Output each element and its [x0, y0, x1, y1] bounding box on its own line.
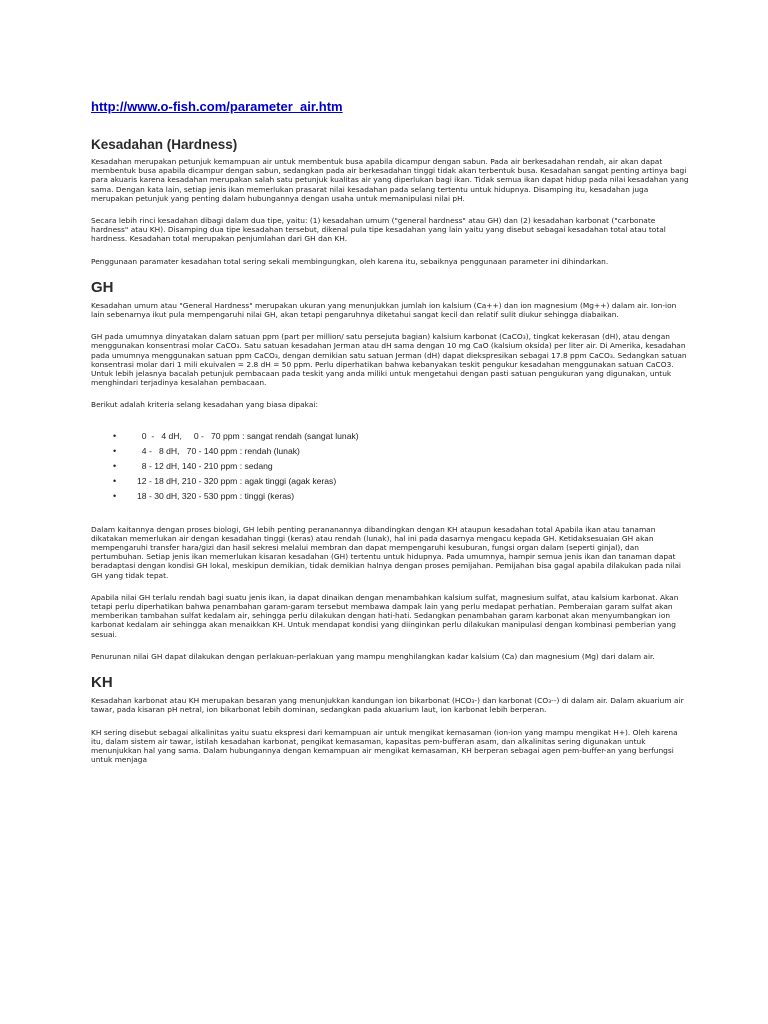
section-title-gh: GH [91, 278, 114, 296]
paragraph: Kesadahan umum atau "General Hardness" merupakan ukuran yang menunjukkan jumlah ion kalsium (Ca++) dan ion magnesium (Mg++) dalam air. Ion-ion lain sebenarnya ikut pula mempengaruhi nilai GH, akan tetapi pengaruhnya diketahui sangat kecil dan relatif sulit diukur sehingga diabaikan. [91, 300, 677, 320]
section-title-kh: KH [91, 674, 113, 692]
list-item [113, 444, 691, 459]
source-link[interactable]: http://www.o-fish.com/parameter_air.htm [91, 99, 343, 114]
paragraph: Apabila nilai GH terlalu rendah bagi suatu jenis ikan, ia dapat dinaikan dengan menambahkan kalsium sulfat, magnesium sulfat, atau kalsium karbonat. Akan tetapi perlu diperhatikan bahwa penambahan garam-garam tersebut membawa dampak lain yang perlu medapat perhatian. Pemberaian garam sulfat akan memberikan tambahan sulfat kedalam air, sehingga perlu dilakukan dengan hati-hati. Sedangkan penambahan garam karbonat akan menyumbangkan ion karbonat kedalam air sehingga akan menaikkan KH. Untuk mendapat kondisi yang diinginkan perlu dilakukan manipulasi dengan kombinasi pemberian yang sesuai. [91, 592, 679, 639]
section-title-hardness: Kesadahan (Hardness) [91, 137, 238, 152]
bullet-icon: • [113, 475, 117, 486]
paragraph: Dalam kaitannya dengan proses biologi, GH lebih penting perananannya dibandingkan dengan KH ataupun kesadahan total Apabila ikan atau tanaman dikatakan memerlukan air dengan kesadahan tinggi (keras) atau rendah (lunak), hal ini pada dasarnya mengacu kepada GH. Ketidaksesuaian GH akan mempengaruhi transfer hara/gizi dan hasil sekresi melalui membran dan dapat mempengaruhi kesuburan, fungsi organ dalam (seperti ginjal), dan pertumbuhan. Setiap jenis ikan memerlukan kisaran kesadahan (GH) tertentu untuk hidupnya. Pada umumnya, hampir semua jenis ikan dan tanaman dapat beradaptasi dengan kondisi GH lokal, meskipun demikian, tidak demikian halnya dengan proses pemijahan. Pemijahan bisa gagal apabila dilakukan pada nilai GH yang tidak tepat. [91, 524, 681, 580]
list-item-text: 0 - 4 dH, 0 - 70 ppm : sangat rendah (sangat lunak) [137, 430, 359, 441]
list-item [113, 429, 691, 444]
bullet-icon: • [113, 490, 117, 501]
paragraph: GH pada umumnya dinyatakan dalam satuan ppm (part per million/ satu persejuta bagian) kalsium karbonat (CaCO₃), tingkat kekerasan (dH), atau dengan menggunakan konsentrasi molar CaCO₃. Satu satuan kesadahan Jerman atau dH sama dengan 10 mg CaO (kalsium oksida) per liter air. Di Amerika, kesadahan pada umumnya menggunakan satuan ppm CaCO₃, dengan demikian satu satuan Jerman (dH) dapat diekspresikan sebagai 17.8 ppm CaCO₃. Sedangkan satuan konsentrasi molar dari 1 mili ekuivalen = 2.8 dH = 50 ppm. Perlu diperhatikan bahwa kebanyakan teskit pengukur kesadahan menggunakan satuan CaCO3. Untuk lebih jelasnya bacalah petunjuk pembacaan pada teskit yang anda miliki untuk mengetahui dengan pasti satuan pengukuran yang digunakan, untuk menghindari terjadinya kesalahan pembacaan. [91, 332, 687, 388]
list-item-text: 4 - 8 dH, 70 - 140 ppm : rendah (lunak) [137, 445, 300, 456]
list-item [113, 474, 691, 489]
bullet-icon: • [113, 445, 117, 456]
paragraph: Berikut adalah kriteria selang kesadahan yang biasa dipakai: [91, 400, 318, 410]
paragraph: Penurunan nilai GH dapat dilakukan dengan perlakuan-perlakuan yang mampu menghilangkan kadar kalsium (Ca) dan magnesium (Mg) dari dalam air. [91, 651, 655, 661]
list-item-text: 12 - 18 dH, 210 - 320 ppm : agak tinggi (agak keras) [137, 475, 337, 486]
bullet-icon: • [113, 460, 117, 471]
paragraph: Penggunaan paramater kesadahan total sering sekali membingungkan, oleh karena itu, sebaiknya penggunaan parameter ini dihindarkan. [91, 256, 609, 266]
list-item [113, 489, 691, 504]
paragraph: Secara lebih rinci kesadahan dibagi dalam dua tipe, yaitu: (1) kesadahan umum ("general hardness" atau GH) dan (2) kesadahan karbonat ("carbonate hardness" atau KH). Disamping dua tipe kesadahan tersebut, dikenal pula tipe kesadahan yang lain yaitu yang disebut sebagai kesadahan total atau total hardness. Kesadahan total merupakan penjumlahan dari GH dan KH. [91, 216, 666, 244]
bullet-icon: • [113, 430, 117, 441]
list-item [113, 459, 691, 474]
paragraph: Kesadahan karbonat atau KH merupakan besaran yang menunjukkan kandungan ion bikarbonat (HCO₃-) dan karbonat (CO₃--) di dalam air. Dalam akuarium air tawar, pada kisaran pH netral, ion bikarbonat lebih dominan, sedangkan pada akuarium laut, ion karbonat lebih berperan. [91, 696, 684, 715]
paragraph: Kesadahan merupakan petunjuk kemampuan air untuk membentuk busa apabila dicampur dengan sabun. Pada air berkesadahan rendah, air akan dapat membentuk busa apabila dicampur dengan sabun, sedangkan pada air berkesadahan tinggi tidak akan terbentuk busa. Kesadahan sangat penting artinya bagi para akuaris karena kesadahan merupakan salah satu petunjuk kualitas air yang diperlukan bagi ikan. Tidak semua ikan dapat hidup pada nilai kesadahan yang sama. Dengan kata lain, setiap jenis ikan memerlukan prasarat nilai kesadahan pada selang tertentu untuk hidupnya. Disamping itu, kesadahan juga merupakan petunjuk yang penting dalam hubungannya dengan usaha untuk memanipulasi nilai pH. [91, 157, 689, 203]
list-item-text: 18 - 30 dH, 320 - 530 ppm : tinggi (keras) [137, 490, 295, 501]
list-item-text: 8 - 12 dH, 140 - 210 ppm : sedang [137, 460, 273, 471]
hardness-criteria-list [113, 429, 691, 504]
paragraph: KH sering disebut sebagai alkalinitas yaitu suatu ekspresi dari kemampuan air untuk mengikat kemasaman (ion-ion yang mampu mengikat H+). Oleh karena itu, dalam sistem air tawar, istilah kesadahan karbonat, pengikat kemasaman, kapasitas pem-bufferan asam, dan alkalinitas sering digunakan untuk menunjukkan hal yang sama. Dalam hubungannya dengan kemampuan air mengikat kemasaman, KH berperan sebagai agen pem-buffer-an yang berfungsi untuk menjaga [91, 727, 678, 765]
